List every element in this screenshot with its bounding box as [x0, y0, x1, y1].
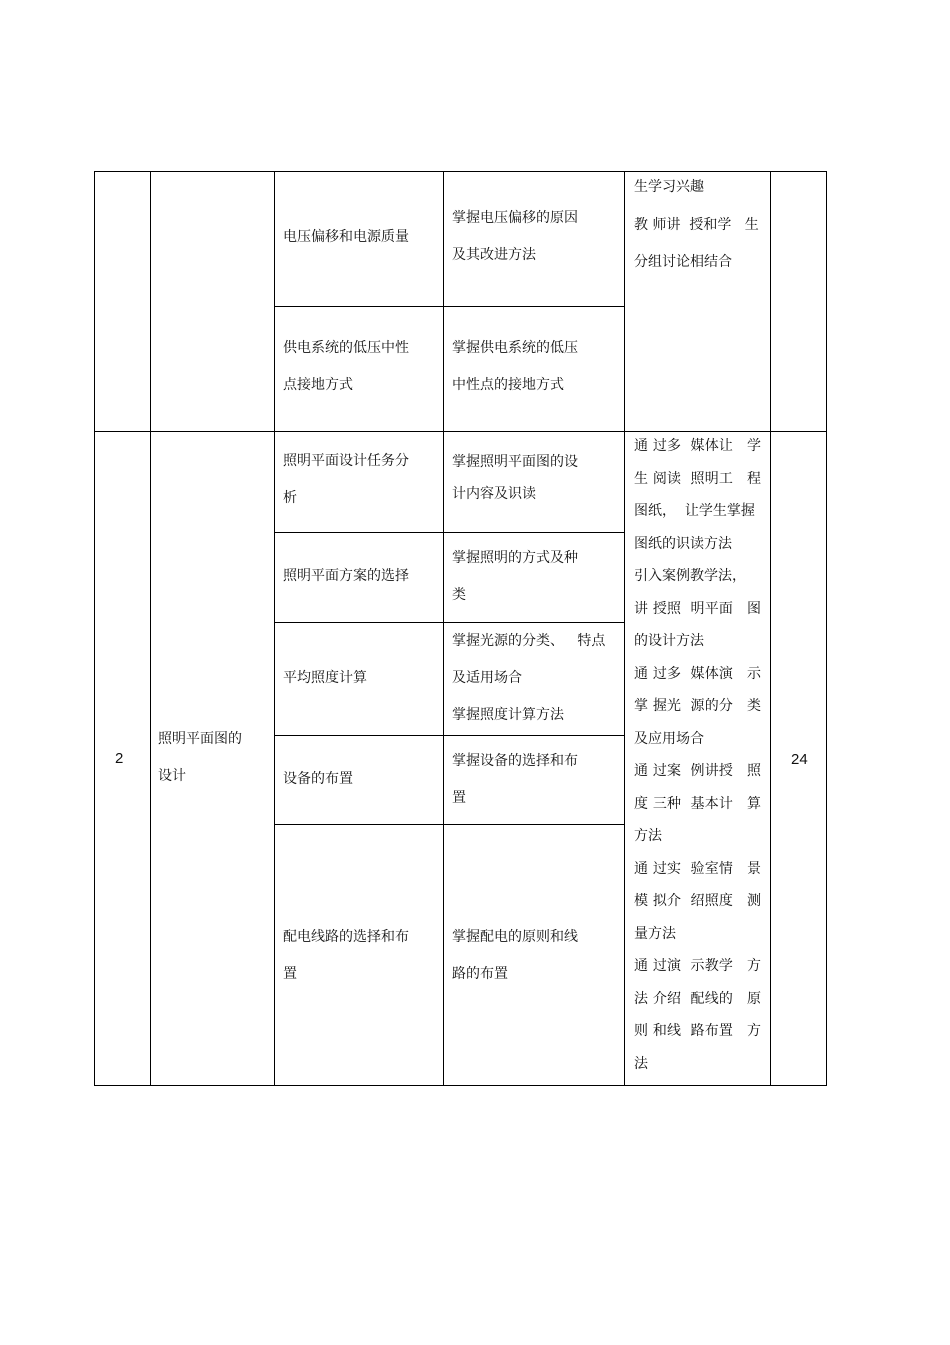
method-line: 掌 握光 源的分 类	[634, 698, 761, 714]
content-line: 置	[283, 966, 297, 982]
goal-line: 掌握设备的选择和布	[452, 753, 578, 769]
goal-line: 及其改进方法	[452, 247, 536, 263]
content-line: 配电线路的选择和布	[283, 929, 409, 945]
unit-title-line: 照明平面图的	[158, 731, 242, 747]
method-line: 通 过案 例讲授 照	[634, 763, 761, 779]
method-line: 通 过实 验室情 景	[634, 860, 761, 877]
method-line: 通 过多 媒体演 示	[634, 665, 761, 682]
row-divider	[274, 824, 624, 825]
method-line: 法	[634, 1055, 648, 1072]
method-line: 生学习兴趣	[634, 179, 704, 195]
hours-value: 24	[791, 751, 808, 768]
method-line: 分组讨论相结合	[634, 254, 732, 270]
goal-cell	[452, 919, 578, 993]
method-line: 讲 授照 明平面 图	[634, 600, 761, 617]
content-cell	[283, 919, 409, 993]
goal-line: 掌握配电的原则和线	[452, 929, 578, 945]
method-line: 图纸的识读方法	[634, 535, 732, 552]
method-line: 模 拟介 绍照度 测	[634, 893, 761, 909]
goal-cell	[452, 623, 605, 734]
method-line: 图纸， 让学生掌握	[634, 503, 755, 519]
content-line: 供电系统的低压中性	[283, 340, 409, 356]
unit-title-line: 设计	[158, 768, 186, 784]
row-divider	[274, 532, 624, 533]
table-border-bottom	[94, 1085, 827, 1086]
goal-line: 路的布置	[452, 966, 508, 982]
goal-line: 计内容及识读	[452, 486, 536, 502]
goal-cell	[452, 743, 578, 817]
method-line: 的设计方法	[634, 633, 704, 649]
method-line: 及应用场合	[634, 730, 704, 747]
content-cell	[283, 219, 409, 256]
goal-line: 掌握照明的方式及种	[452, 550, 578, 566]
table-divider-col3	[443, 171, 444, 1086]
table-border-left	[94, 171, 95, 1086]
content-line: 电压偏移和电源质量	[283, 229, 409, 245]
table-border-right	[826, 171, 827, 1086]
content-line: 设备的布置	[283, 771, 353, 787]
goal-line: 类	[452, 587, 466, 603]
method-line: 度 三种 基本计 算	[634, 795, 761, 812]
method-cell	[634, 169, 759, 282]
method-line: 量方法	[634, 925, 676, 942]
method-line: 通 过多 媒体让 学	[634, 438, 761, 454]
goal-line: 中性点的接地方式	[452, 377, 564, 393]
row-divider	[274, 735, 624, 736]
goal-cell	[452, 200, 578, 274]
method-line: 通 过演 示教学 方	[634, 958, 761, 974]
goal-line: 掌握光源的分类、 特点	[452, 633, 606, 649]
goal-line: 置	[452, 790, 466, 806]
goal-line: 掌握照度计算方法	[452, 707, 564, 723]
goal-line: 掌握照明平面图的设	[452, 454, 578, 470]
content-cell	[283, 330, 409, 404]
sequence-number: 2	[115, 750, 124, 767]
content-line: 析	[283, 490, 297, 506]
table-divider-col1	[150, 171, 151, 1086]
goal-cell	[452, 330, 578, 404]
goal-line: 掌握电压偏移的原因	[452, 210, 578, 226]
content-line: 点接地方式	[283, 377, 353, 393]
content-cell	[283, 761, 353, 798]
method-cell	[634, 430, 761, 1080]
method-line: 法 介绍 配线的 原	[634, 990, 761, 1007]
goal-line: 及适用场合	[452, 670, 522, 686]
content-line: 平均照度计算	[283, 670, 367, 686]
method-line: 生 阅读 照明工 程	[634, 470, 761, 487]
content-cell	[283, 558, 409, 595]
content-line: 照明平面方案的选择	[283, 568, 409, 584]
method-line: 则 和线 路布置 方	[634, 1023, 761, 1039]
table-divider-col5	[770, 171, 771, 1086]
method-line: 引入案例教学法，	[634, 568, 746, 584]
goal-cell	[452, 540, 578, 614]
method-line: 教 师讲 授和学 生	[634, 216, 759, 233]
goal-line: 掌握供电系统的低压	[452, 340, 578, 356]
content-cell	[283, 660, 367, 697]
unit-title	[158, 721, 242, 795]
goal-cell	[452, 446, 578, 510]
table-divider-col4	[624, 171, 625, 1086]
table-divider-col2	[274, 171, 275, 1086]
method-line: 方法	[634, 828, 662, 844]
content-cell	[283, 443, 409, 517]
row-divider	[274, 306, 624, 307]
content-line: 照明平面设计任务分	[283, 453, 409, 469]
